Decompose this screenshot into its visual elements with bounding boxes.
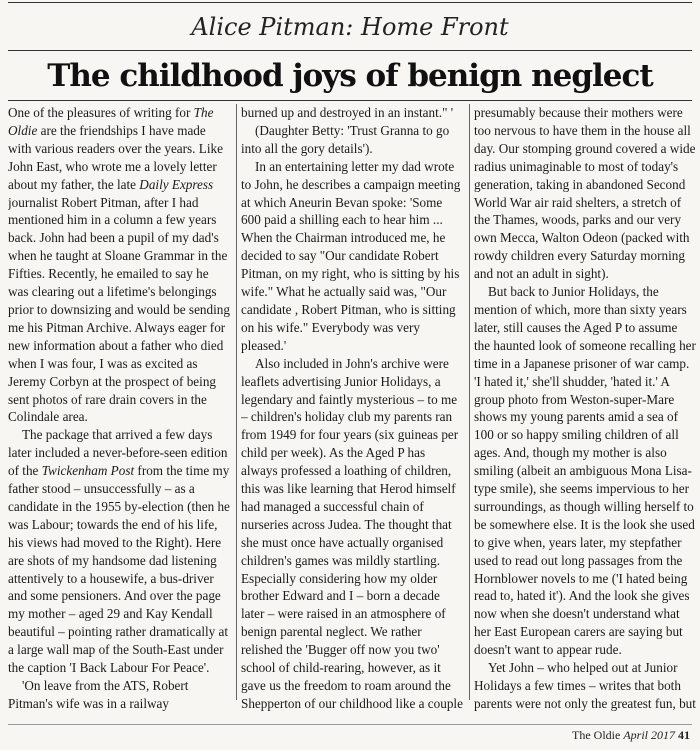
paragraph-text: 'On leave from the ATS, Robert Pitman's wife was in a railway: [8, 678, 189, 711]
article-paragraph: [241, 104, 463, 122]
paragraph-text: Yet John – who helped out at Junior Holidays a few times – writes that both parents were not only the greatest fun, but: [474, 660, 696, 711]
page-footer: [572, 728, 690, 743]
article-paragraph: [8, 104, 230, 426]
kicker-rule: [8, 50, 692, 51]
article-paragraph: [241, 158, 463, 355]
magazine-name: The Oldie: [572, 728, 621, 742]
article-paragraph: [474, 283, 696, 659]
paragraph-text: Also included in John's archive were leaflets advertising Junior Holidays, a legendary and faintly mysterious – to me – children's holiday club my parents ran from 1949 for four years (six guineas per child per week). As the Aged P has always professed a loathing of children, this was like learning that Herod himself had managed a successful chain of nurseries across Judea. The thought that she must once have actually organised children's games was mildly startling. Especially considering how my older brother Edward and I – born a decade later – were raised in an atmosphere of benign parental neglect. We rather relished the 'Bugger off now you two' school of child-rearing, however, as it gave us the freedom to roam around the Shepperton of our childhood like a couple: [241, 355, 463, 711]
paragraph-text: burned up and destroyed in an instant." ': [241, 105, 454, 120]
paragraph-text: In an entertaining letter my dad wrote to John, he describes a campaign meeting at which Aneurin Bevan spoke: 'Some 600 paid a shilling each to hear him ... When the Chairman introduced me, he decided to say "Our candidate Robert Pitman, on my right, who is sitting by his wife." What he actually said was, "Our candidate , Robert Pitman, who is sitting on his wife." Everybody was very pleased.': [241, 158, 461, 353]
paragraph-text: (Daughter Betty: 'Trust Granna to go into all the gory details').: [241, 122, 450, 156]
page-number: 41: [678, 728, 690, 742]
article-paragraph: [8, 426, 230, 677]
article-paragraph: [241, 355, 463, 712]
paragraph-text: The package that arrived a few days later included a never-before-seen edition of the: [8, 427, 228, 479]
paragraph-text: from the time my father stood – unsuccessfully – as a candidate in the 1955 by-election (then he was Labour; towards the end of his life, his views had moved to the Right). Here are shots of my handsome dad listening attentively to a housewife, a bus-driver and some pensioners. And over the page my mother – aged 29 and Kay Kendall beautiful – pointing rather dramatically at a large wall map of the South-East under the caption 'I Back Labour For Peace'.: [8, 463, 230, 676]
column-kicker: Alice Pitman: Home Front: [191, 13, 509, 41]
footer-rule: [8, 724, 692, 725]
paragraph-text: presumably because their mothers were too nervous to have them in the house all day. Our stomping ground covered a wide radius unimaginable to most of today's generation, taking in abandoned Second World War air raid shelters, a stretch of the Thames, woods, parks and our very own Mecca, Walton Odeon (packed with rowdy children every Saturday morning and not an adult in sight).: [474, 105, 696, 282]
italic-title: Daily Express: [139, 176, 214, 192]
italic-title: The Oldie: [8, 105, 214, 138]
article-paragraph: [474, 659, 696, 712]
text-column-1: [8, 104, 230, 712]
headline-rule: [8, 100, 692, 101]
article-headline: The childhood joys of benign neglect: [47, 58, 653, 94]
paragraph-text: are the friendships I have made with various readers over the years. Like John East, who wrote me a lovely letter about my father, the late: [8, 122, 223, 192]
article-paragraph: [241, 122, 463, 158]
paragraph-text: journalist Robert Pitman, after I had mentioned him in a column a few years back. John had been a pupil of my dad's when he taught at Sloane Grammar in the Fifties. Recently, he emailed to say he was clearing out a lifetime's belongings prior to downsizing and would be sending me his Pitman Archive. Always eager for new information about a father who died when I was four, I was as excited as Jeremy Corbyn at the prospect of being sent photos of rare drain covers in the Colindale area.: [8, 194, 230, 425]
column-divider: [469, 104, 470, 700]
paragraph-text: But back to Junior Holidays, the mention of which, more than sixty years later, still causes the Aged P to assume the haunted look of someone recalling her time in a Japanese prisoner of war camp. 'I hated it,' she'll shudder, 'hated it.' A group photo from Weston-super-Mare shows my young parents amid a sea of 100 or so happy smiling children of all ages. And, though my mother is also smiling (albeit an ambiguous Mona Lisa-type smile), she seems impervious to her surroundings, as though willing herself to be somewhere else. It is the look she used to give when, years later, my stepfather used to read out long passages from the Hornblower novels to me ('I hated being read to, hated it'). And the look she gives now when she doesn't understand what her East European carers are saying but doesn't want to appear rude.: [474, 284, 696, 658]
italic-title: Twickenham Post: [41, 463, 135, 479]
text-column-3: [474, 104, 696, 712]
paragraph-text: One of the pleasures of writing for: [8, 105, 194, 120]
issue-date: April 2017: [623, 728, 675, 742]
article-paragraph: [8, 677, 230, 712]
top-rule: [8, 2, 692, 3]
article-paragraph: [474, 104, 696, 283]
column-divider: [236, 104, 237, 700]
text-column-2: [241, 104, 463, 712]
